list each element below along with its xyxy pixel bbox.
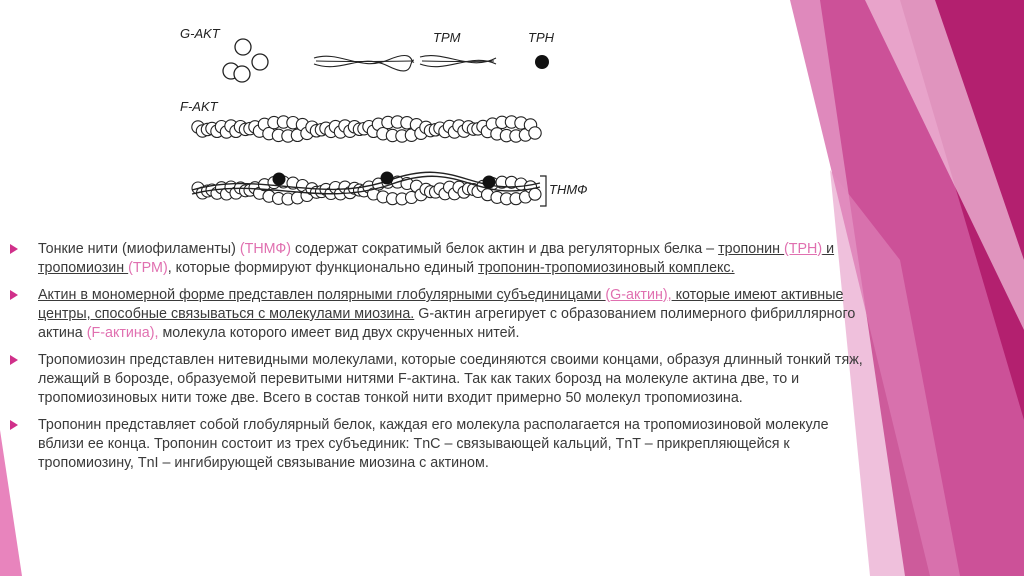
bullet-text-segment: (ТНМФ): [239, 241, 292, 257]
bullet-text-segment: , которые формируют функционально единый: [167, 260, 479, 276]
bullet-marker-icon: [10, 420, 18, 430]
bullet-marker-icon: [10, 355, 18, 365]
bullet-item: [10, 351, 876, 408]
bullet-text-segment: и тропомиозин: [38, 241, 835, 276]
bullet-list: [10, 240, 876, 481]
tropomyosin-strands: [314, 55, 496, 70]
troponin-dot: [483, 176, 496, 189]
bullet-text-segment: G-актин агрегирует с образованием полимерного фибриллярного актина: [38, 306, 856, 341]
bullet-text-segment: (F-актина),: [86, 325, 159, 341]
actin-bead: [529, 188, 541, 200]
troponin-dot: [273, 173, 286, 186]
actin-bead: [529, 127, 541, 139]
bullet-item: [10, 286, 876, 343]
bullet-text-segment: (ТРМ): [128, 260, 168, 276]
bullet-text-segment: Тропомиозин представлен нитевидными молекулами, которые соединяются своими концами, образуя длинный тонкий тяж, лежащий в борозде, образуемой перевитыми нитями F-актина. Так как таких борозд на молекуле актина две, то и тропомиозиновых нити тоже две. Всего в состав тонкой нити входит примерно 50 молекул тропомиозина.: [38, 352, 863, 406]
troponin-dot: [535, 55, 549, 69]
bullet-text-segment: (ТРН): [784, 241, 823, 257]
bullet-text-segment: содержат сократимый белок актин и два регуляторных белка –: [291, 241, 719, 257]
thmf-bracket: [540, 176, 546, 206]
bullet-text-segment: (G-актин),: [605, 287, 672, 303]
troponin-dot: [381, 172, 394, 185]
bullet-text-segment: тропонин: [718, 241, 785, 257]
f-actin-filament: [192, 116, 541, 142]
bullet-text-segment: Тонкие нити (миофиламенты): [38, 241, 240, 257]
bullet-text-segment: которые имеют активные центры, способные связываться с молекулами миозина.: [38, 287, 844, 322]
g-actin-monomers: [223, 39, 268, 82]
bullet-item: [10, 416, 876, 473]
f-actin-label: F-AKT: [180, 99, 218, 114]
bullet-text-segment: молекула которого имеет вид двух скрученных нитей.: [158, 325, 520, 341]
troponin-label: TPH: [528, 30, 554, 45]
bullet-text-segment: тропонин-тропомиозиновый комплекс.: [478, 260, 735, 276]
bullet-text-segment: Актин в мономерной форме представлен полярными глобулярными субъединицами: [38, 287, 606, 303]
bullet-marker-icon: [10, 290, 18, 300]
bullet-item: [10, 240, 876, 278]
thmf-label: ТНМФ: [549, 182, 588, 197]
bullet-marker-icon: [10, 244, 18, 254]
bullet-text-segment: Тропонин представляет собой глобулярный белок, каждая его молекула располагается на тропомиозиновой молекуле вблизи ее конца. Тропонин состоит из трех субъединик: TnC – связывающей кальций, TnT – прикрепляющейся к тропомиозину, TnI – ингибирующей связывание миозина с актином.: [38, 417, 829, 471]
g-actin-label: G-AKT: [180, 26, 220, 41]
tropomyosin-label: TPM: [433, 30, 461, 45]
